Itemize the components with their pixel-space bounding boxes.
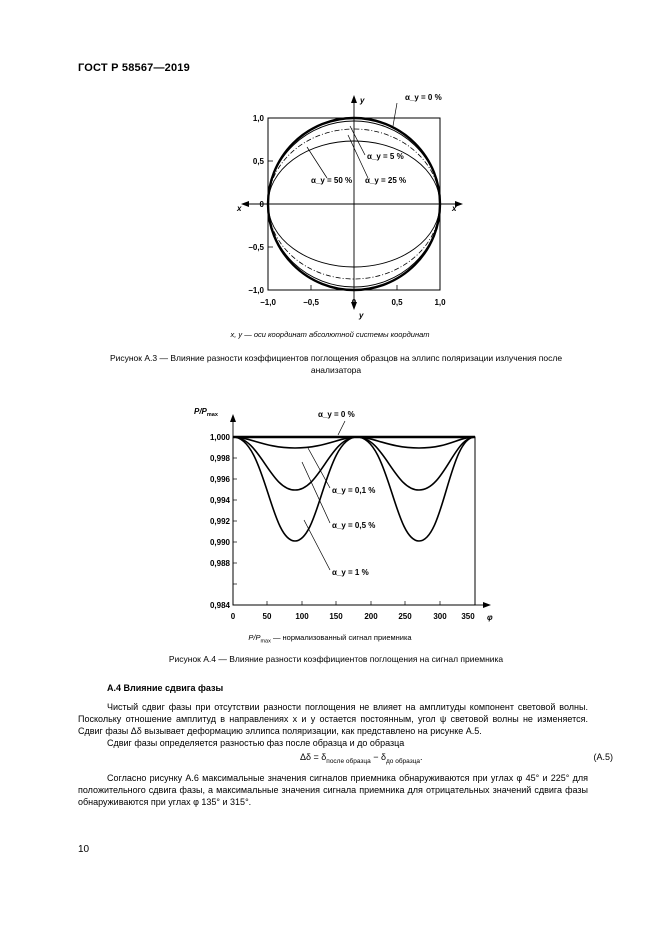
- y-tick-1: 0,5: [252, 157, 264, 166]
- curve-label-a4-0: α_y = 0 %: [318, 410, 355, 419]
- page-number: 10: [78, 844, 90, 855]
- y-tick-0984: 0,984: [209, 601, 230, 610]
- y-axis-label-p: $P/P_{max}$: [194, 407, 218, 418]
- x-tick-150: 150: [329, 612, 343, 621]
- y-tick-0998: 0,998: [209, 454, 230, 463]
- curve-alpha-0-1-a4: [233, 437, 475, 448]
- section-a4-paragraph-3: Согласно рисунку А.6 максимальные значения сигналов приемника обнаруживаются при углах φ 45° и 225° для положительного сдвига фазы, а максимальные значения сигнала приемника для отрицательных значений сдвига фазы обнаруживаются при углах φ 135° и 315°.: [78, 773, 588, 807]
- y-axis-label-bottom: y: [359, 311, 364, 320]
- curve-label-a4-05: α_y = 0,5 %: [332, 521, 376, 530]
- x-axis-label-left: x: [237, 204, 242, 213]
- x-tick-0: 0: [230, 612, 236, 621]
- x-tick-200: 200: [364, 612, 378, 621]
- x-tick-1: −0,5: [303, 298, 319, 307]
- section-a4-paragraph-1: Чистый сдвиг фазы при отсутствии разности поглощения не влияет на амплитуды компонент световой волны. Поскольку отношение амплитуд в направлениях x и y остается постоянным, угол ψ световой волны не изменяется. Сдвиг фазы Δδ вызывает деформацию эллипса поляризации, как представлено на рисунке А.5. Сдвиг фазы определяется разностью фаз после образца и до образца: [78, 702, 588, 748]
- x-tick-4: 1,0: [434, 298, 446, 307]
- x-tick-2: 0: [351, 298, 357, 307]
- formula-expression: $\Delta\delta = \delta_{после образца} - \delta_{до образца}$.: [300, 752, 423, 765]
- document-header: ГОСТ Р 58567—2019: [78, 62, 190, 74]
- y-tick-1000: 1,000: [209, 433, 230, 442]
- y-tick-0: 1,0: [252, 114, 264, 123]
- y-tick-0994: 0,994: [209, 496, 230, 505]
- curve-label-0: α_y = 0 %: [405, 93, 442, 102]
- x-tick-0: −1,0: [260, 298, 276, 307]
- x-axis-label-phi: φ: [487, 613, 493, 622]
- y-tick-3: −0,5: [248, 243, 264, 252]
- x-tick-300: 300: [433, 612, 447, 621]
- y-tick-2: 0: [259, 200, 264, 209]
- y-tick-4: −1,0: [248, 286, 264, 295]
- curve-label-a4-01: α_y = 0,1 %: [332, 486, 376, 495]
- figure-a3-note: x, y — оси координат абсолютной системы координат: [230, 330, 430, 339]
- figure-a3-caption: Рисунок А.3 — Влияние разности коэффициентов поглощения образцов на эллипс поляризации излучения после анализатора: [109, 353, 563, 375]
- x-axis-label-right: x: [452, 204, 457, 213]
- curve-label-a4-1: α_y = 1 %: [332, 568, 369, 577]
- figure-a4-receiver-signal: [190, 400, 500, 622]
- figure-a4-note: $P/P_{max}$ — нормализованный сигнал приемника: [248, 633, 412, 645]
- curve-label-5: α_y = 5 %: [367, 152, 404, 161]
- figure-a4-caption: Рисунок А.4 — Влияние разности коэффициентов поглощения на сигнал приемника: [168, 654, 504, 664]
- y-tick-0996: 0,996: [209, 475, 230, 484]
- y-axis-label-top: y: [360, 96, 365, 105]
- y-tick-0990: 0,990: [209, 538, 230, 547]
- formula-number: (А.5): [593, 752, 613, 762]
- figure-a3-polarization-ellipse: [225, 85, 475, 325]
- section-a4-title: А.4 Влияние сдвига фазы: [107, 683, 224, 693]
- curve-label-25: α_y = 25 %: [365, 176, 407, 185]
- section-a4-paragraph-2: Сдвиг фазы определяется разностью фаз после образца и до образца: [107, 738, 405, 748]
- formula-a5: [78, 752, 613, 766]
- curve-label-50: α_y = 50 %: [311, 176, 353, 185]
- x-tick-350: 350: [461, 612, 475, 621]
- x-tick-100: 100: [295, 612, 309, 621]
- x-tick-50: 50: [262, 612, 272, 621]
- x-tick-3: 0,5: [391, 298, 403, 307]
- y-tick-0988: 0,988: [209, 559, 230, 568]
- x-tick-250: 250: [398, 612, 412, 621]
- y-tick-0992: 0,992: [209, 517, 230, 526]
